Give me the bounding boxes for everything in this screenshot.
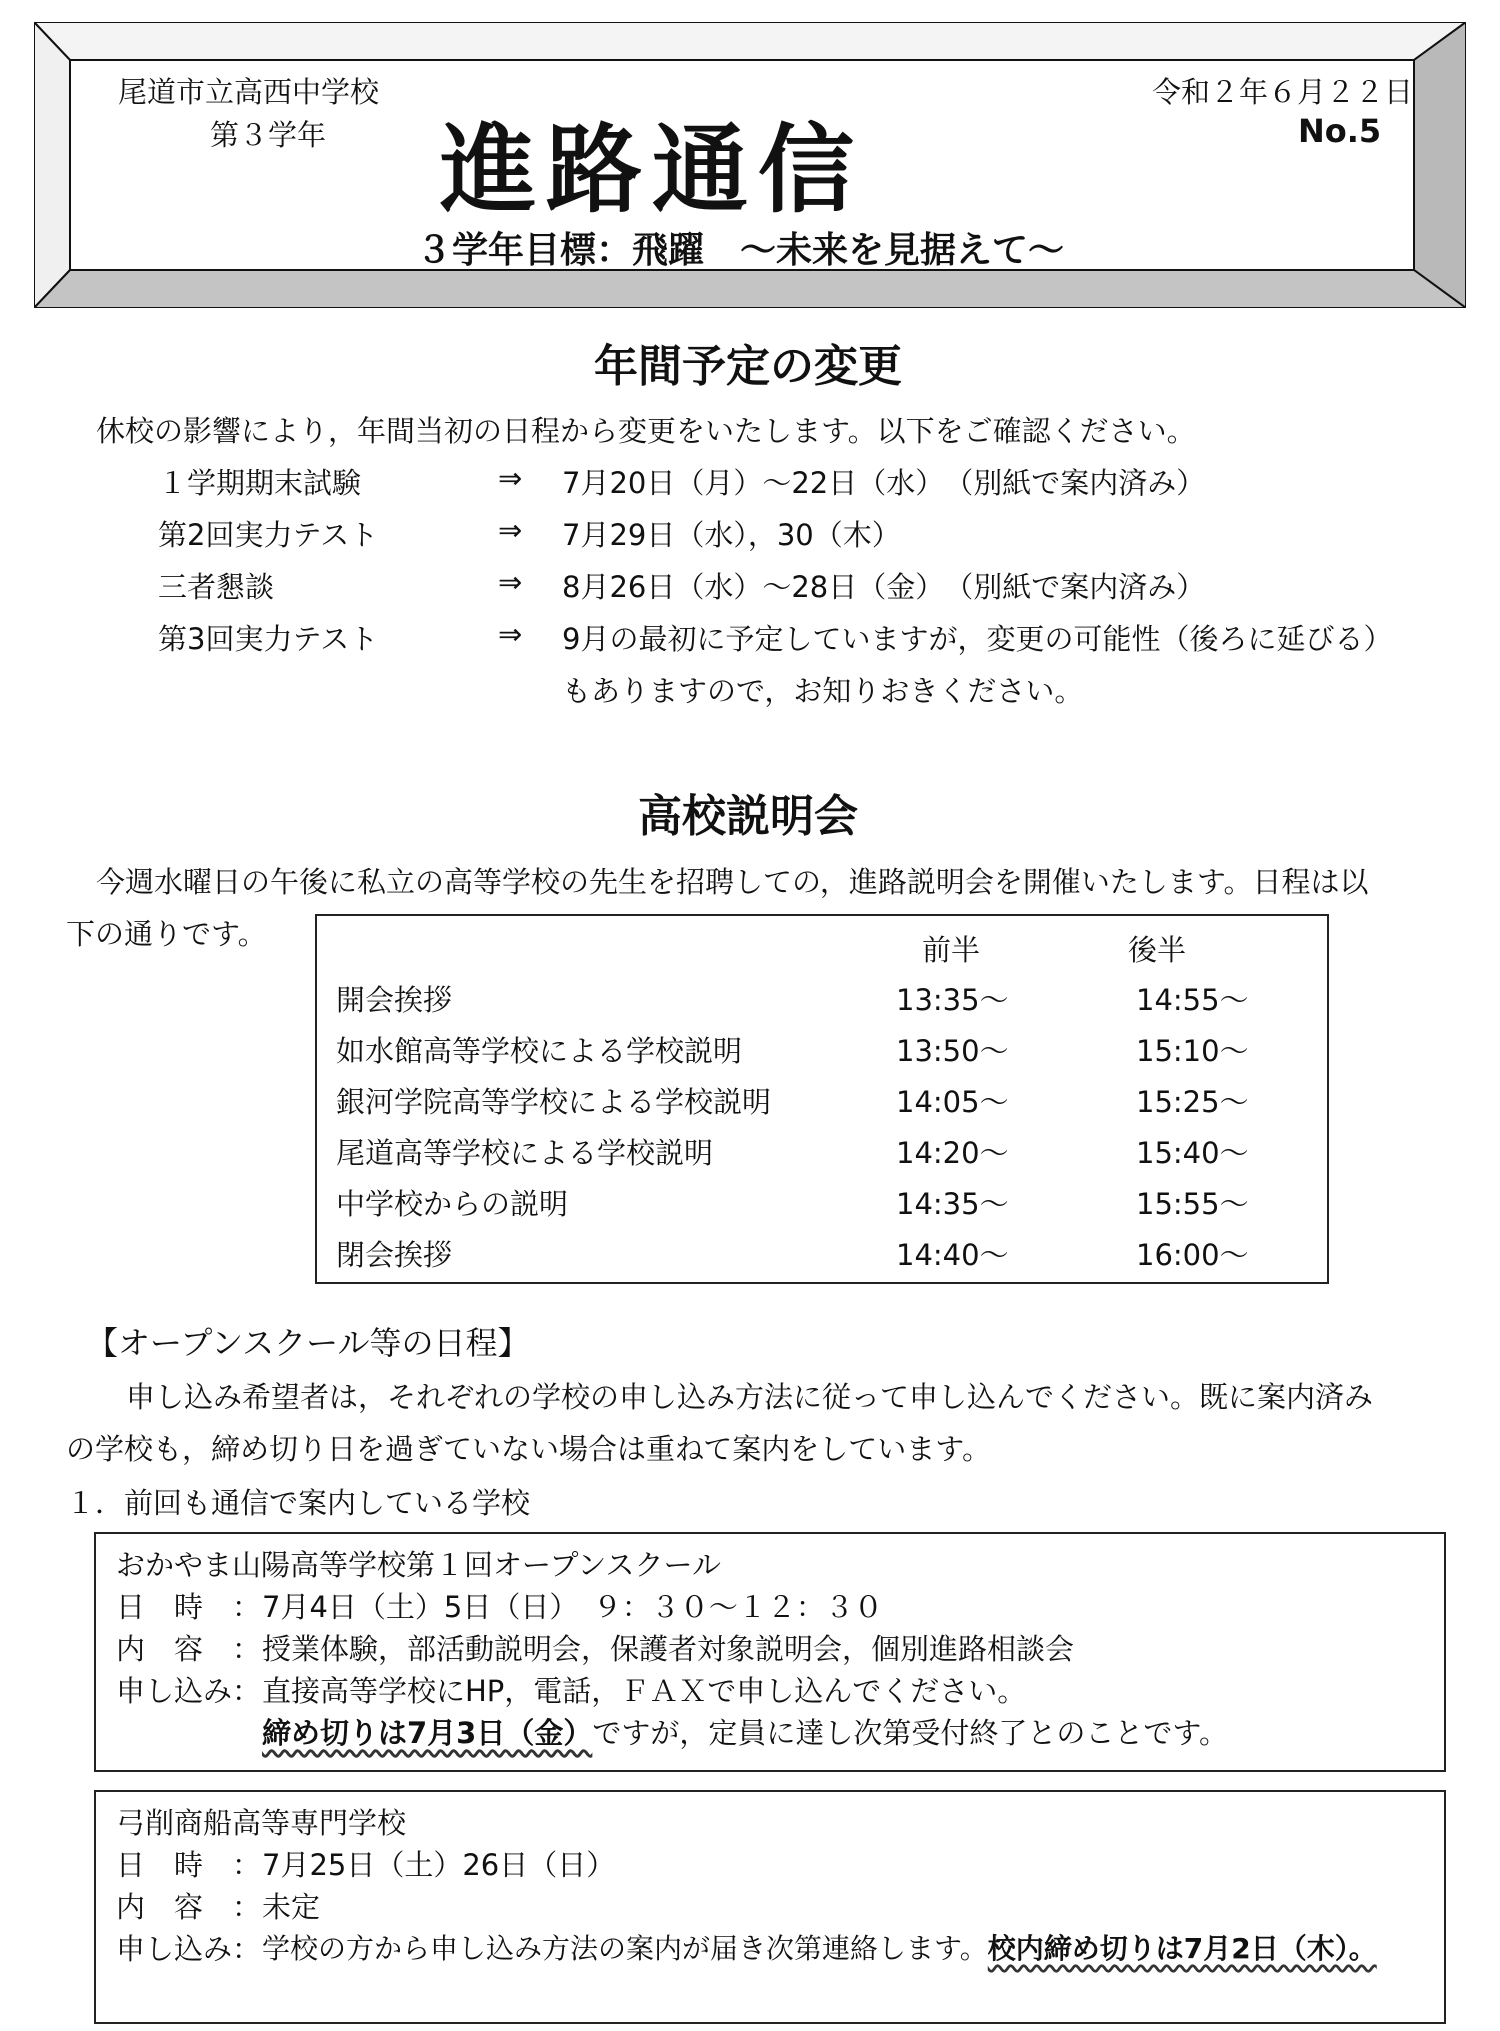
schedule-item-value: 8月26日（水）～28日（金） （別紙で案内済み）: [562, 570, 1206, 604]
deadline-note-rest: ですが，定員に達し次第受付終了とのことです。: [592, 1716, 1229, 1750]
apply-label: 申し込み：: [116, 1674, 262, 1708]
arrow-icon: ⇒: [498, 461, 523, 495]
table-row-first: 14:35～: [896, 1187, 1009, 1221]
schedule-item-label: 第2回実力テスト: [158, 518, 379, 552]
content-value: 未定: [262, 1890, 321, 1924]
school-name: おかやま山陽高等学校第１回オープンスクール: [116, 1548, 721, 1582]
table-row-first: 14:05～: [896, 1085, 1009, 1119]
briefing-heading: 高校説明会: [638, 791, 858, 842]
school-name: 弓削商船高等専門学校: [116, 1806, 407, 1840]
briefing-intro-cont: 下の通りです。: [66, 917, 267, 951]
date-value: 7月25日（土）26日（日）: [262, 1848, 616, 1882]
apply-value: 直接高等学校にHP，電話，ＦＡＸで申し込んでください。: [262, 1674, 1027, 1708]
table-row-second: 16:00～: [1136, 1238, 1249, 1272]
schedule-item-label: １学期期末試験: [158, 466, 362, 500]
table-row-first: 14:20～: [896, 1136, 1009, 1170]
table-row-first: 13:35～: [896, 983, 1009, 1017]
column-header-second: 後半: [1128, 933, 1187, 967]
date-label: 日 時 ：: [116, 1848, 262, 1882]
date-label: 日 時 ：: [116, 1590, 262, 1624]
schedule-change-intro: 休校の影響により，年間当初の日程から変更をいたします。以下をご確認ください。: [96, 414, 1196, 448]
table-row-second: 15:40～: [1136, 1136, 1249, 1170]
issue-number: No.5: [1298, 112, 1382, 150]
schedule-change-heading: 年間予定の変更: [594, 341, 902, 392]
open-school-heading: 【オープンスクール等の日程】: [86, 1324, 530, 1362]
schedule-item-value: 7月20日（月）～22日（水） （別紙で案内済み）: [562, 466, 1206, 500]
table-row-second: 15:10～: [1136, 1034, 1249, 1068]
content-value: 授業体験，部活動説明会，保護者対象説明会，個別進路相談会: [262, 1632, 1075, 1666]
table-row-item: 中学校からの説明: [336, 1187, 569, 1221]
schedule-item-label: 第3回実力テスト: [158, 622, 379, 656]
table-row-first: 13:50～: [896, 1034, 1009, 1068]
table-row-item: 如水館高等学校による学校説明: [336, 1034, 743, 1068]
arrow-icon: ⇒: [498, 617, 523, 651]
content-label: 内 容 ：: [116, 1890, 262, 1924]
table-row-item: 閉会挨拶: [336, 1238, 453, 1272]
deadline-note: [262, 1711, 1228, 1752]
arrow-icon: ⇒: [498, 565, 523, 599]
table-row-second: 15:55～: [1136, 1187, 1249, 1221]
apply-note: [262, 1927, 1377, 1967]
deadline-emphasis: 校内締め切りは7月2日（木）。: [987, 1932, 1377, 1965]
open-school-intro-cont: の学校も，締め切り日を過ぎていない場合は重ねて案内をしています。: [66, 1432, 991, 1466]
briefing-intro: 今週水曜日の午後に私立の高等学校の先生を招聘しての，進路説明会を開催いたします。日程は以: [96, 865, 1369, 899]
open-school-intro: 申し込み希望者は，それぞれの学校の申し込み方法に従って申し込んでください。既に案内済み: [126, 1380, 1374, 1414]
grade-label: 第３学年: [210, 118, 327, 152]
table-row-second: 14:55～: [1136, 983, 1249, 1017]
schedule-item-value: 7月29日（水），30（木）: [562, 518, 901, 552]
table-row-item: 尾道高等学校による学校説明: [336, 1136, 714, 1170]
table-row-second: 15:25～: [1136, 1085, 1249, 1119]
grade-goal: ３学年目標：飛躍 ～未来を見据えて～: [416, 230, 1065, 271]
open-school-subheading: １．前回も通信で案内している学校: [66, 1486, 531, 1520]
table-row-item: 開会挨拶: [336, 983, 453, 1017]
schedule-item-continuation: もありますので，お知りおきください。: [562, 674, 1084, 708]
issue-date: 令和２年６月２２日: [1152, 75, 1414, 109]
deadline-emphasis: 締め切りは7月3日（金）: [262, 1716, 593, 1750]
table-row-first: 14:40～: [896, 1238, 1009, 1272]
newsletter-title: 進路通信: [440, 114, 864, 226]
apply-value: 学校の方から申し込み方法の案内が届き次第連絡します。: [262, 1932, 988, 1965]
school-name: 尾道市立高西中学校: [118, 75, 380, 109]
apply-label: 申し込み：: [116, 1932, 262, 1966]
schedule-item-value: 9月の最初に予定していますが，変更の可能性（後ろに延びる）: [562, 622, 1393, 656]
column-header-first: 前半: [922, 933, 981, 967]
content-label: 内 容 ：: [116, 1632, 262, 1666]
date-value: 7月4日（土）5日（日） ９：３０～１２：３０: [262, 1590, 883, 1624]
arrow-icon: ⇒: [498, 513, 523, 547]
table-row-item: 銀河学院高等学校による学校説明: [336, 1085, 772, 1119]
schedule-item-label: 三者懇談: [158, 570, 275, 604]
